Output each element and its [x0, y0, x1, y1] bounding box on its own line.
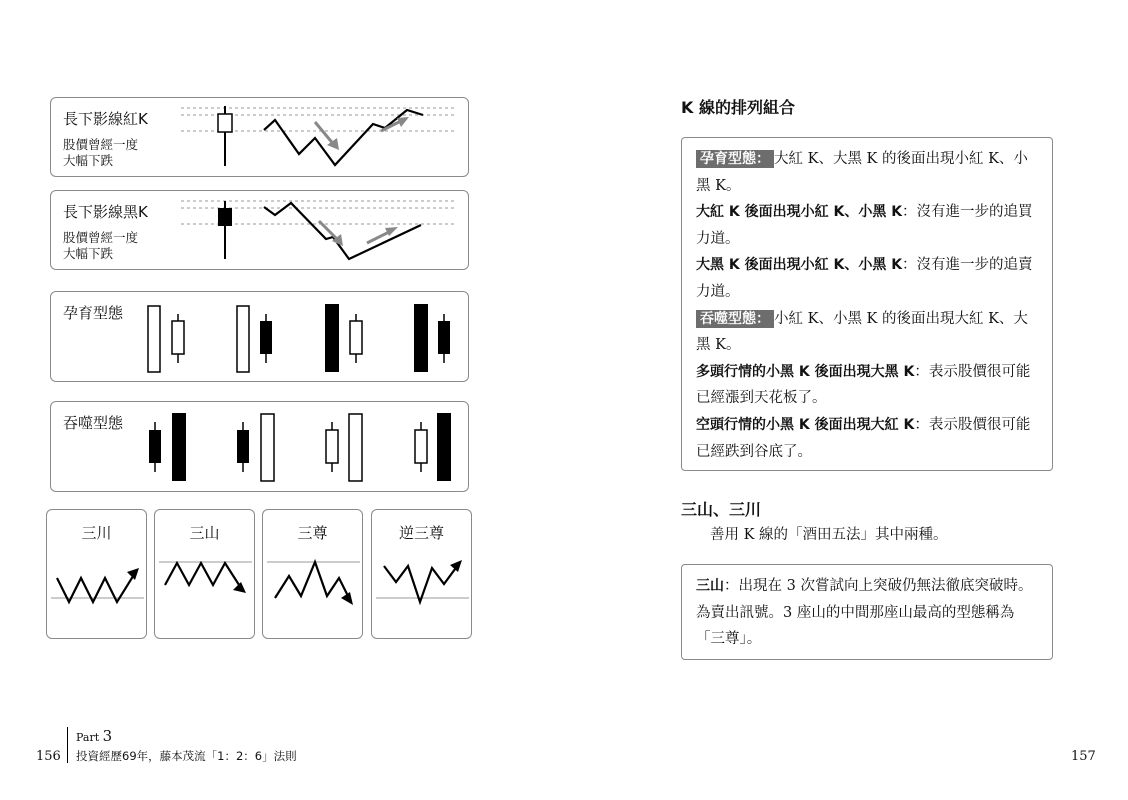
- harami-title: 孕育型態: [63, 304, 124, 322]
- engulfing-tag-text: 小紅 K、小黑 K 的後面出現大紅 K、大黑 K。: [696, 310, 1028, 354]
- harami-tag-text: 大紅 K、大黑 K 的後面出現小紅 K、小黑 K。: [696, 151, 1028, 194]
- three-rivers-title: 三川: [81, 524, 112, 542]
- section2-heading: 三山、三川: [681, 500, 762, 519]
- engulfing-pattern-box: [50, 401, 469, 492]
- item2-text: ：沒有進一步的追賣力道。: [696, 257, 1033, 300]
- folio-part-number: 3: [102, 727, 113, 745]
- head-and-shoulders-title: 三尊: [297, 524, 328, 542]
- candle2-title: 長下影線黑K: [63, 203, 148, 221]
- long-lower-shadow-black-k-box: [50, 190, 469, 270]
- three-mountains-title: 三山: [189, 524, 220, 542]
- folio-book-title: 投資經歷69年，藤本茂流「1：2：6」法則: [76, 749, 297, 763]
- candle1-desc-1: 股價曾經一度: [63, 137, 139, 152]
- head-and-shoulders-illustration: [263, 510, 364, 640]
- long-lower-shadow-red-k-box: [50, 97, 469, 177]
- engulfing-title: 吞噬型態: [63, 414, 124, 432]
- engulfing-tag: 吞噬型態：: [696, 310, 774, 328]
- harami-illustration: [51, 292, 470, 383]
- harami-tag: 孕育型態：: [696, 150, 774, 168]
- candle2-desc-2: 大幅下跌: [63, 246, 114, 261]
- right-page-number: 157: [1071, 749, 1096, 764]
- item1-bold: 大紅 K 後面出現小紅 K、小黑 K: [696, 204, 903, 221]
- inverse-head-and-shoulders-box: [371, 509, 472, 639]
- folio-divider: [67, 727, 68, 763]
- candle2-desc-1: 股價曾經一度: [63, 230, 139, 245]
- item2-bold: 大黑 K 後面出現小紅 K、小黑 K: [696, 257, 903, 274]
- candle2-illustration: [51, 191, 470, 271]
- candle1-title: 長下影線紅K: [63, 110, 148, 128]
- candle1-illustration: [51, 98, 470, 178]
- three-mountains-text: ：出現在 3 次嘗試向上突破仍無法徹底突破時。為賣出訊號。3 座山的中間那座山最高的型態稱為「三尊」。: [696, 578, 1033, 648]
- three-rivers-illustration: [47, 510, 148, 640]
- three-rivers-box: [46, 509, 147, 639]
- three-mountains-box: [154, 509, 255, 639]
- item4-text: ：表示股價很可能已經跌到谷底了。: [696, 416, 1031, 460]
- candle1-desc-2: 大幅下跌: [63, 153, 114, 168]
- harami-pattern-box: [50, 291, 469, 382]
- three-mountains-bold: 三山: [696, 578, 724, 594]
- item3-text: ：表示股價很可能已經漲到天花板了。: [696, 363, 1031, 407]
- left-page-number: 156: [36, 749, 61, 764]
- folio-part: [76, 727, 112, 745]
- item1-text: ：沒有進一步的追買力道。: [696, 204, 1033, 247]
- three-mountains-explain-box: [681, 564, 1053, 660]
- three-mountains-illustration: [155, 510, 256, 640]
- arrangement-box: [681, 137, 1053, 471]
- engulfing-illustration: [51, 402, 470, 493]
- inverse-head-and-shoulders-title: 逆三尊: [398, 524, 444, 542]
- item4-bold: 空頭行情的小黑 K 後面出現大紅 K: [696, 416, 915, 433]
- section1-heading: K 線的排列組合: [681, 98, 795, 117]
- item3-bold: 多頭行情的小黑 K 後面出現大黑 K: [696, 363, 915, 380]
- head-and-shoulders-box: [262, 509, 363, 639]
- section2-intro: 善用 K 線的「酒田五法」其中兩種。: [710, 527, 948, 543]
- inverse-head-and-shoulders-illustration: [372, 510, 473, 640]
- folio-part-label: Part: [76, 731, 100, 744]
